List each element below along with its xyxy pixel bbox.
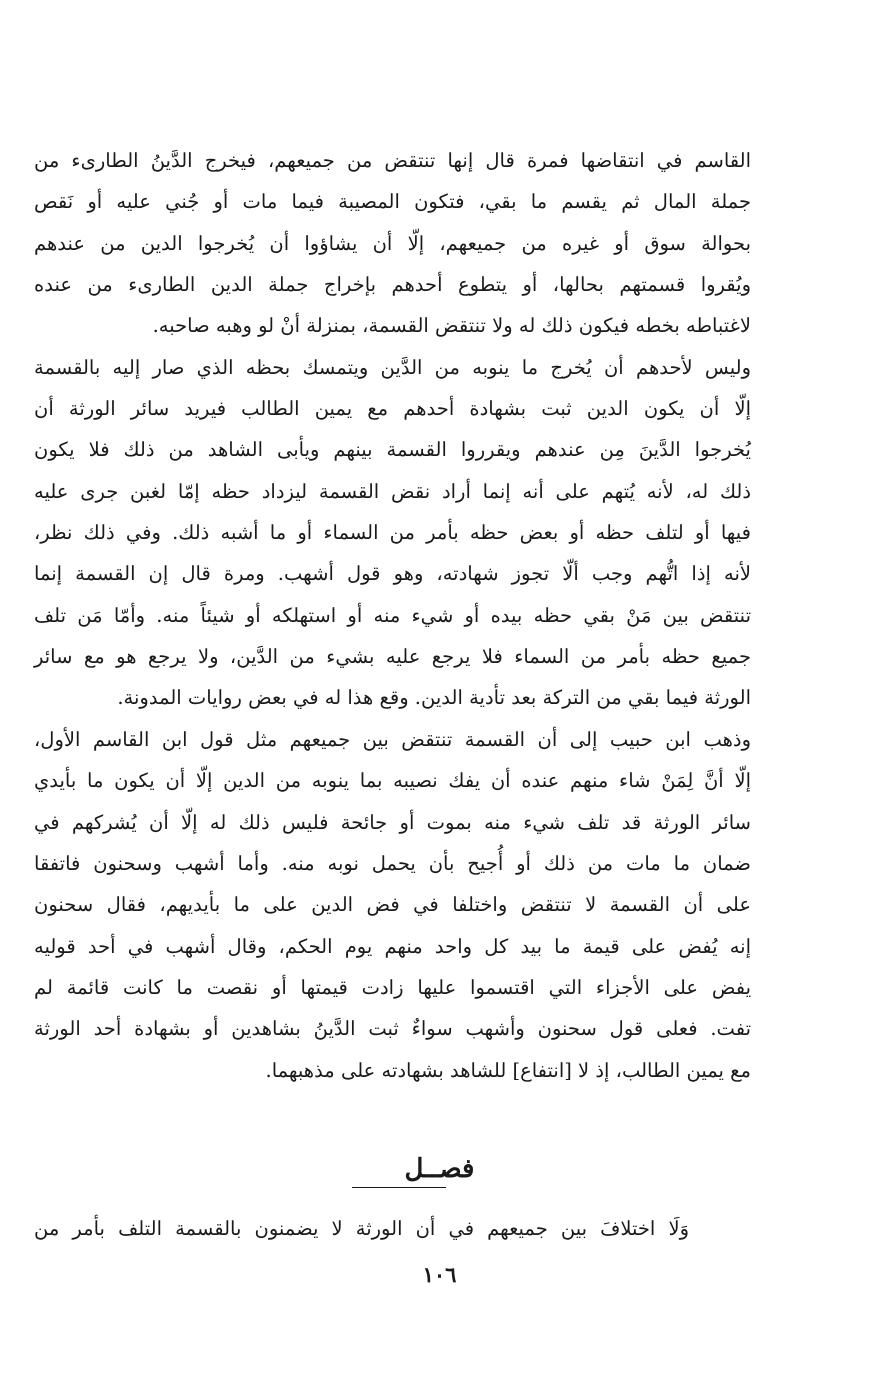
text-line: يُخرجوا الدَّينَ مِن عندهم ويقرروا القسمة بينهم ويأبى الشاهد من ذلك فلا يكون <box>34 438 751 462</box>
section-heading: فصــل <box>404 1154 475 1184</box>
text-line: لاغتباطه بخطه فيكون ذلك له ولا تنتقض القسمة، بمنزلة أنْ لو وهبه صاحبه. <box>152 314 751 338</box>
main-text-block <box>34 140 751 1091</box>
text-line: وذهب ابن حبيب إلى أن القسمة تنتقض بين جميعهم مثل قول ابن القاسم الأول، <box>34 727 751 751</box>
text-line: تفت. فعلى قول سحنون وأشهب سواءٌ ثبت الدَّينُ بشاهدين أو بشهادة أحد الورثة <box>34 1017 751 1041</box>
text-line: مع يمين الطالب، إذ لا [انتفاع] للشاهد بشهادته على مذهبهما. <box>265 1058 751 1082</box>
text-line: بحوالة سوق أو غيره من جميعهم، إلّا أن يشاؤوا أن يُخرجوا الدين من عندهم <box>34 231 751 255</box>
section-text-block <box>34 1208 689 1249</box>
text-line: ذلك له، لأنه يُتهم على أنه إنما أراد نقض القسمة ليزداد حظه إمّا لغبن جرى عليه <box>34 479 751 503</box>
section-text-line: وَلَا اختلافَ بين جميعهم في أن الورثة لا يضمنون بالقسمة التلف بأمر من <box>34 1217 689 1240</box>
text-line: إلّا أن يكون الدين ثبت بشهادة أحدهم مع يمين الطالب فيريد سائر الورثة أن <box>34 397 751 421</box>
text-line: سائر الورثة قد تلف شيء منه بموت أو جائحة فليس ذلك له إلّا أن يُشركهم في <box>34 810 751 834</box>
page-number: ١٠٦ <box>422 1262 457 1287</box>
text-line: القاسم في انتقاضها فمرة قال إنها تنتقض من جميعهم، فيخرج الدَّينُ الطارىء من <box>34 149 751 172</box>
text-line: جميع حظه بأمر من السماء فلا يرجع عليه بشيء من الدَّين، ولا يرجع هو مع سائر <box>34 645 751 669</box>
text-line: جملة المال ثم يقسم ما بقي، فتكون المصيبة فيما مات أو جُني عليه أو نَقص <box>34 190 751 214</box>
text-line: فيها أو لتلف حظه أو بعض حظه بأمر من السماء أو ما أشبه ذلك. وفي ذلك نظر، <box>34 521 751 545</box>
text-line: وليس لأحدهم أن يُخرج ما ينوبه من الدَّين ويتمسك بحظه الذي صار إليه بالقسمة <box>34 355 751 379</box>
text-line: ويُقروا قسمتهم بحالها، أو يتطوع أحدهم بإخراج جملة الدين الطارىء من عنده <box>34 273 751 297</box>
heading-underline <box>352 1187 446 1188</box>
text-line: إلّا أنَّ لِمَنْ شاء منهم عنده أن يفك نصيبه بما ينوبه من الدين إلّا أن يكون ما بأيدي <box>34 769 751 793</box>
text-line: على أن القسمة لا تنتقض واختلفا في فض الدين على ما بأيديهم، فقال سحنون <box>34 893 751 917</box>
text-line: الورثة فيما بقي من التركة بعد تأدية الدين. وقع هذا له في بعض روايات المدونة. <box>117 686 751 710</box>
text-line: يفض على الأجزاء التي اقتسموا عليها زادت قيمتها أو نقصت ما كانت قائمة لم <box>34 975 751 999</box>
text-line: تنتقض بين مَنْ بقي حظه بيده أو شيء منه أو استهلكه أو شيئاً منه. وأمّا مَن تلف <box>34 603 751 627</box>
text-line: ضمان ما مات من ذلك أو أُجيح بأن يحمل نوبه منه. وأما أشهب وسحنون فاتفقا <box>34 851 751 875</box>
text-line: لأنه إذا اتُّهم وجب ألّا تجوز شهادته، وهو قول أشهب. ومرة قال إن القسمة إنما <box>34 562 751 586</box>
text-line: إنه يُفض على قيمة ما بيد كل واحد منهم يوم الحكم، وقال أشهب في أحد قوليه <box>34 934 751 958</box>
